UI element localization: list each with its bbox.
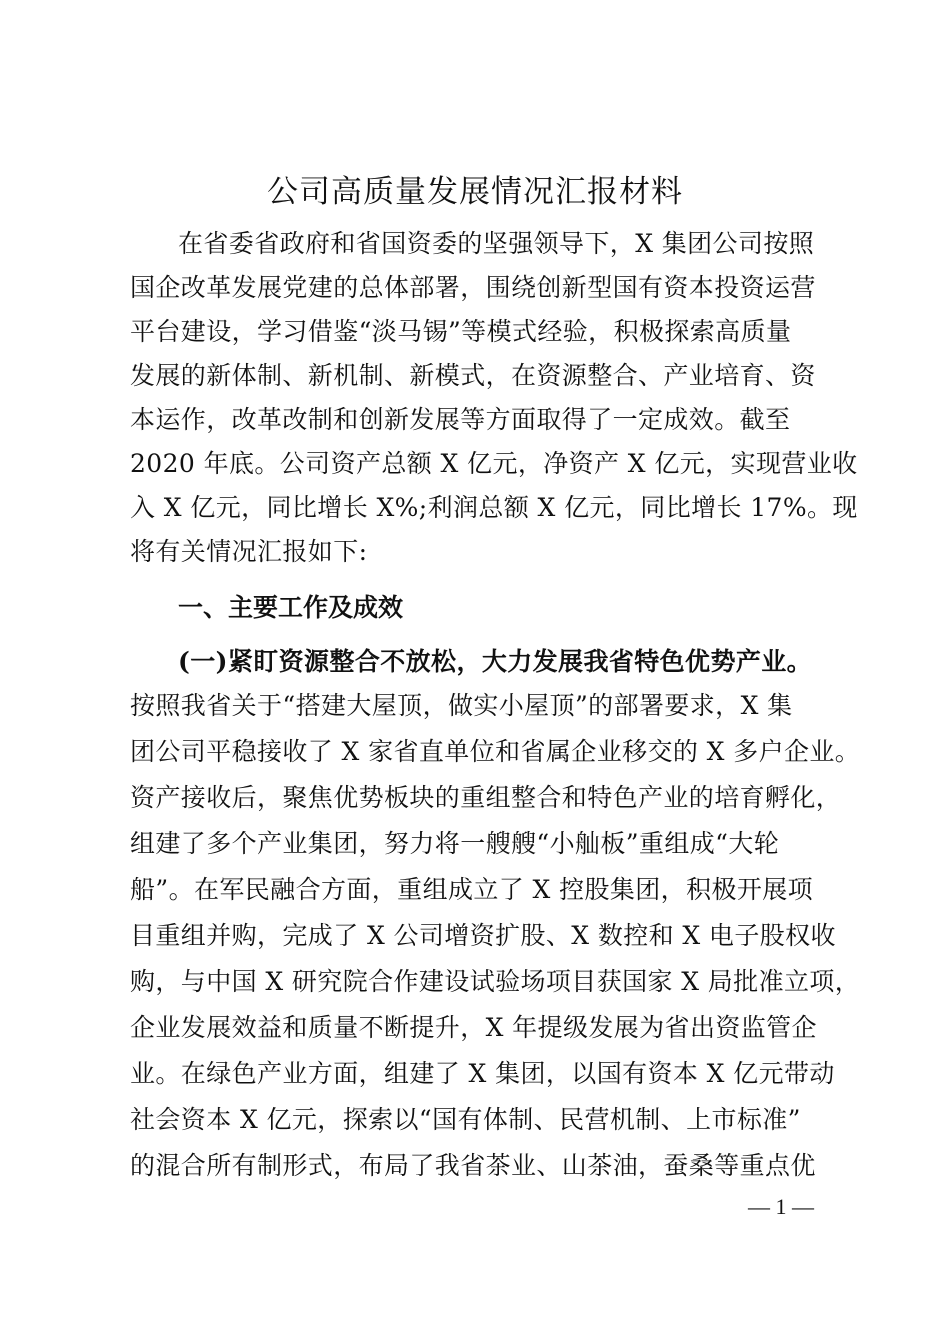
body-line: 组建了多个产业集团，努力将一艘艘“小舢板”重组成“大轮 <box>130 829 780 858</box>
intro-line: 发展的新体制、新机制、新模式，在资源整合、产业培育、资 <box>130 361 816 390</box>
body-line: 团公司平稳接收了 X 家省直单位和省属企业移交的 X 多户企业。 <box>130 737 861 766</box>
intro-line: 在省委省政府和省国资委的坚强领导下，X 集团公司按照 <box>178 229 815 258</box>
body-line: 的混合所有制形式，布局了我省茶业、山茶油，蚕桑等重点优 <box>130 1151 816 1180</box>
intro-line: 入 X 亿元，同比增长 X%;利润总额 X 亿元，同比增长 17%。现 <box>130 493 858 522</box>
body-line: 目重组并购，完成了 X 公司增资扩股、X 数控和 X 电子股权收 <box>130 921 836 950</box>
intro-line: 将有关情况汇报如下: <box>130 537 368 566</box>
body-line: 资产接收后，聚焦优势板块的重组整合和特色产业的培育孵化， <box>130 783 842 812</box>
body-line: 企业发展效益和质量不断提升，X 年提级发展为省出资监管企 <box>130 1013 817 1042</box>
intro-line: 国企改革发展党建的总体部署，围绕创新型国有资本投资运营 <box>130 273 816 302</box>
body-line: 船”。在军民融合方面，重组成立了 X 控股集团，积极开展项 <box>130 875 814 904</box>
body-line: 按照我省关于“搭建大屋顶，做实小屋顶”的部署要求，X 集 <box>130 691 793 720</box>
intro-line: 平台建设，学习借鉴“淡马锡”等模式经验，积极探索高质量 <box>130 317 792 346</box>
section-heading: 一、主要工作及成效 <box>178 593 404 622</box>
intro-line: 本运作，改革改制和创新发展等方面取得了一定成效。截至 <box>130 405 791 434</box>
body-line: 业。在绿色产业方面，组建了 X 集团，以国有资本 X 亿元带动 <box>130 1059 835 1088</box>
document-title: 公司高质量发展情况汇报材料 <box>267 174 683 210</box>
subsection-heading: (一)紧盯资源整合不放松，大力发展我省特色优势产业。 <box>178 647 813 676</box>
body-line: 购，与中国 X 研究院合作建设试验场项目获国家 X 局批准立项， <box>130 967 861 996</box>
intro-line: 2020 年底。公司资产总额 X 亿元，净资产 X 亿元，实现营业收 <box>130 449 858 478</box>
body-line: 社会资本 X 亿元，探索以“国有体制、民营机制、上市标准” <box>130 1105 801 1134</box>
page-number: — 1 — <box>748 1194 814 1219</box>
